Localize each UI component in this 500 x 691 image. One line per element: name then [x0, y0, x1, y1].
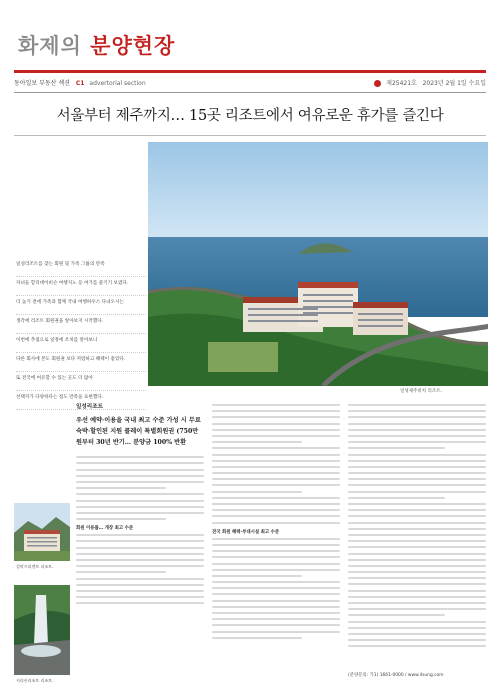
list-item: 이번에 추첨으로 일정에 조치를 알아보니: [16, 334, 146, 353]
list-item: 생각에 리조트 회원권을 알아보지 시작했다.: [16, 315, 146, 334]
list-item: 일성리조트를 찾는 회원 및 가족 그룹의 만족: [16, 258, 146, 277]
article-column-3: [348, 404, 486, 652]
divider: [14, 92, 486, 93]
list-item: 선택지가 다양하다는 점도 만족을 표현했다.: [16, 391, 146, 410]
publication-name: 동아일보 부동산 섹션: [14, 80, 70, 87]
resort-photo: [14, 503, 70, 561]
body-text-placeholder: [76, 456, 204, 520]
pull-list: [16, 258, 146, 410]
masthead-accent-text: 분양현장: [90, 34, 176, 58]
issue-number: 제25421호: [386, 80, 417, 87]
masthead-light-text: 화제의: [18, 34, 82, 58]
issue-date: 2023년 2월 1일 수요일: [422, 80, 486, 87]
brand-dot-icon: [374, 80, 381, 87]
body-text-placeholder: [76, 534, 204, 604]
masthead-rule: [14, 70, 486, 73]
section-info-bar: [14, 78, 486, 90]
page-code: C1: [75, 80, 85, 87]
list-item: 다른 회사에 본도 회원권 보다 저렴하고 혜택이 좋았다.: [16, 353, 146, 372]
article-subhead: 회원 이용률… 개장 최고 수준: [76, 526, 134, 532]
body-text-placeholder: [212, 538, 340, 639]
hero-photo: [148, 142, 488, 386]
hero-caption: 일성제주비치 리조트.: [400, 389, 442, 394]
waterfall-photo: [14, 585, 70, 675]
divider: [14, 135, 486, 136]
photo-caption: 설악프리젠트 리조트.: [16, 564, 54, 569]
article-headline: 서울부터 제주까지… 15곳 리조트에서 여유로운 휴가를 즐긴다: [56, 108, 444, 124]
list-item: 자녀들 할리데이비슨 여행지노 등 여가를 즐기기 보였다.: [16, 277, 146, 296]
body-text-placeholder: [348, 404, 486, 647]
article-subhead: 전국 회원 혜택·부대시설 최고 수준: [212, 529, 280, 535]
list-item: 더 높기 전에 가족과 함께 국내 여행하우스 다녀오시는: [16, 296, 146, 315]
article-kicker: 일성리조트: [76, 404, 104, 410]
section-label: advertorial section: [89, 80, 146, 87]
article-lead: 우선 예약·이용을 국내 최고 수준 가성 시 무료 숙박·할인된 지원 콜레이 특별회원권 (750만 원부터 30년 반기… 분양금 100% 반환: [76, 417, 201, 447]
contact-line: (분양문의: 가1) 1661-0000 / www.ilsung.com: [348, 673, 444, 678]
article-column-2: [212, 404, 340, 643]
list-item: 또 전국에 여유할 수 있는 곳도 더 많아: [16, 372, 146, 391]
section-masthead: [18, 30, 175, 60]
article-column-1: [76, 404, 204, 609]
photo-caption: 지리산리조트 리조트.: [16, 678, 54, 683]
body-text-placeholder: [212, 404, 340, 524]
